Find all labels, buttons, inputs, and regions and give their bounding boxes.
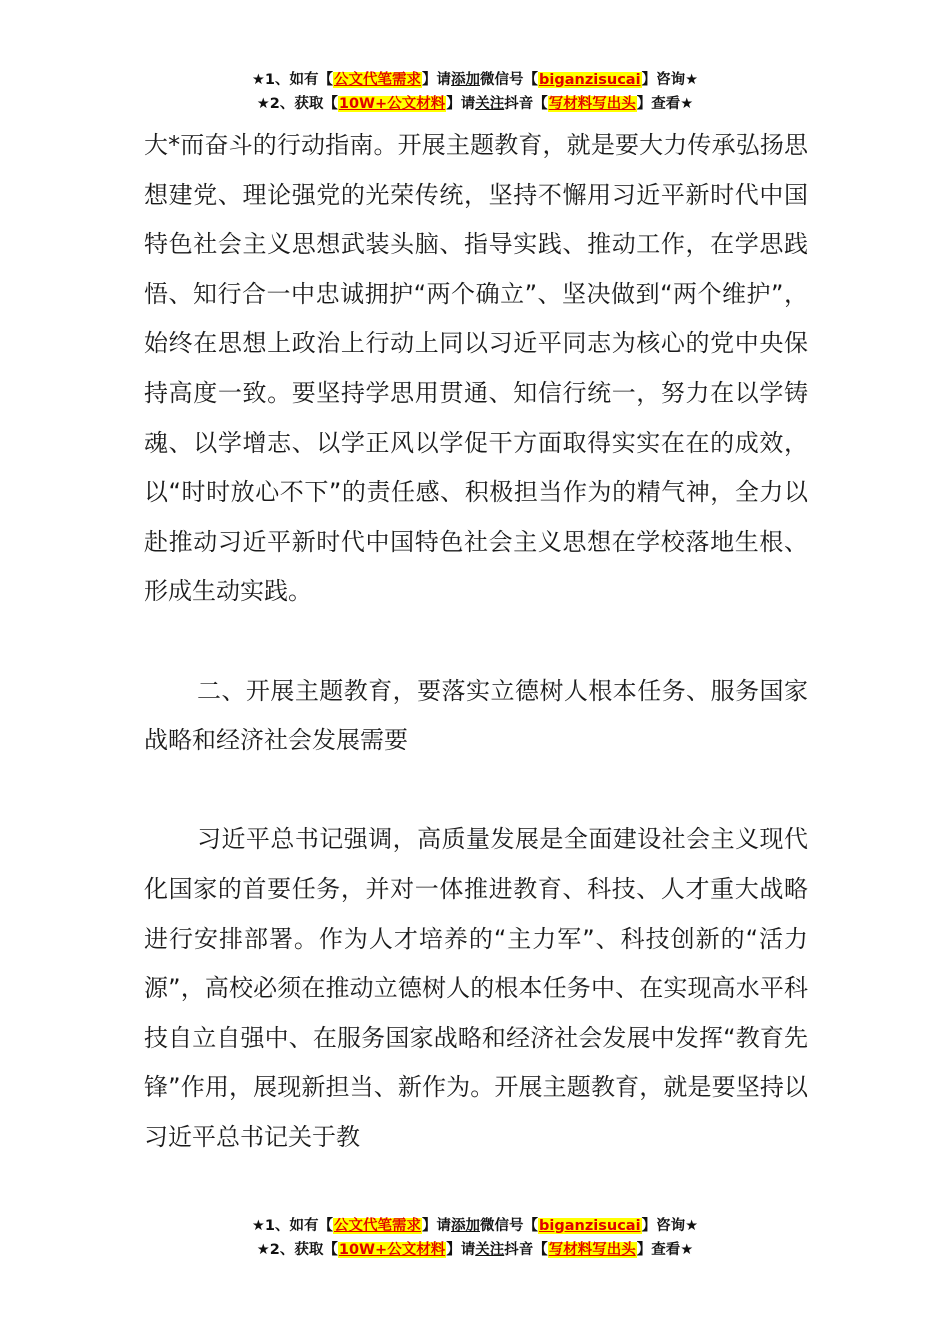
promo-text: 】咨询★ xyxy=(641,72,699,88)
highlight-wechat-id: biganzisucai xyxy=(539,1218,641,1234)
highlight-service: 公文代笔需求 xyxy=(334,1218,422,1234)
bottom-promo-banner xyxy=(0,1214,950,1262)
highlight-service: 公文代笔需求 xyxy=(334,72,422,88)
promo-text: ★1、如有【 xyxy=(251,72,334,88)
promo-text: ★2、获取【 xyxy=(256,96,338,112)
promo-text: ★2、获取【 xyxy=(256,1242,338,1258)
promo-text: 】请 xyxy=(422,72,452,88)
paragraph-spacer xyxy=(144,617,808,667)
paragraph-2: 习近平总书记强调，高质量发展是全面建设社会主义现代化国家的首要任务，并对一体推进教育、科技、人才重大战略进行安排部署。作为人才培养的“主力军”、科技创新的“活力源”，高校必须在推动立德树人的根本任务中、在实现高水平科技自立自强中、在服务国家战略和经济社会发展中发挥“教育先锋”作用，展现新担当、新作为。开展主题教育，就是要坚持以习近平总书记关于教 xyxy=(144,825,808,1151)
promo-text: 】请 xyxy=(446,96,476,112)
promo-text: 抖音【 xyxy=(504,96,548,112)
paragraph-spacer xyxy=(144,766,808,816)
highlight-douyin-account: 写材料写出头 xyxy=(548,96,636,112)
highlight-materials: 10W+公文材料 xyxy=(338,96,446,112)
promo-text: 】请 xyxy=(446,1242,476,1258)
promo-text: 微信号【 xyxy=(480,1218,539,1234)
document-body xyxy=(144,121,808,1162)
promo-line-1 xyxy=(0,68,950,92)
promo-text: 】查看★ xyxy=(636,1242,694,1258)
promo-text: 微信号【 xyxy=(480,72,539,88)
highlight-wechat-id: biganzisucai xyxy=(539,72,641,88)
promo-text: 】查看★ xyxy=(636,96,694,112)
promo-underlined-text: 添加 xyxy=(451,72,481,88)
promo-text: 抖音【 xyxy=(504,1242,548,1258)
paragraph-1: 大*而奋斗的行动指南。开展主题教育，就是要大力传承弘扬思想建党、理论强党的光荣传统，坚持不懈用习近平新时代中国特色社会主义思想武装头脑、指导实践、推动工作，在学思践悟、知行合一中忠诚拥护“两个确立”、坚决做到“两个维护”，始终在思想上政治上行动上同以习近平同志为核心的党中央保持高度一致。要坚持学思用贯通、知信行统一，努力在以学铸魂、以学增志、以学正风以学促干方面取得实实在在的成效，以“时时放心不下”的责任感、积极担当作为的精气神，全力以赴推动习近平新时代中国特色社会主义思想在学校落地生根、形成生动实践。 xyxy=(144,131,808,606)
promo-underlined-text: 关注 xyxy=(475,96,505,112)
promo-text: 】请 xyxy=(422,1218,452,1234)
promo-underlined-text: 关注 xyxy=(475,1242,505,1258)
promo-line-2 xyxy=(0,1238,950,1262)
highlight-materials: 10W+公文材料 xyxy=(338,1242,446,1258)
top-promo-banner xyxy=(0,68,950,116)
promo-text: ★1、如有【 xyxy=(251,1218,334,1234)
promo-line-1 xyxy=(0,1214,950,1238)
highlight-douyin-account: 写材料写出头 xyxy=(548,1242,636,1258)
promo-text: 】咨询★ xyxy=(641,1218,699,1234)
section-heading-2: 二、开展主题教育，要落实立德树人根本任务、服务国家战略和经济社会发展需要 xyxy=(144,676,808,755)
promo-underlined-text: 添加 xyxy=(451,1218,481,1234)
promo-line-2 xyxy=(0,92,950,116)
